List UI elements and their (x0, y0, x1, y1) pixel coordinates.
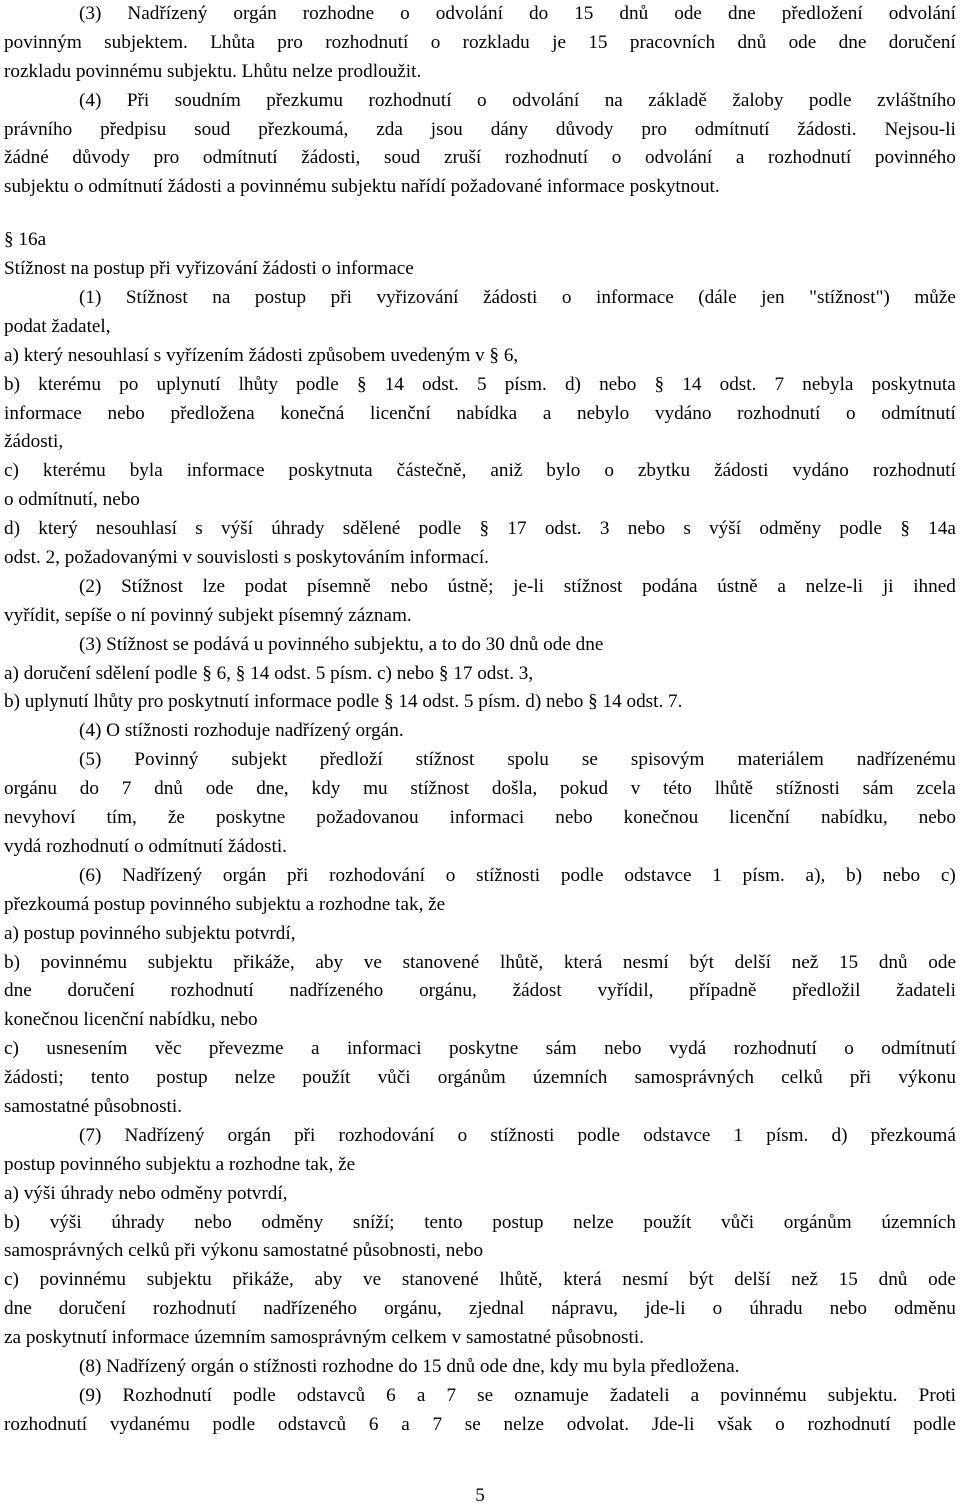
text-line: (2) Stížnost lze podat písemně nebo ústně; je-li stížnost podána ústně a nelze-li ji ihned (79, 575, 956, 597)
text-line: dne doručení rozhodnutí nadřízeného orgánu, zjednal nápravu, jde-li o úhradu nebo odměnu (4, 1298, 956, 1320)
text-line: (7) Nadřízený orgán při rozhodování o stížnosti podle odstavce 1 písm. d) přezkoumá (79, 1124, 956, 1146)
text-line: rozhodnutí vydanému podle odstavců 6 a 7 se nelze odvolat. Jde-li však o rozhodnutí podle (4, 1413, 956, 1435)
text-line: b) výši úhrady nebo odměny sníží; tento postup nelze použít vůči orgánům územních (4, 1211, 956, 1233)
text-line: subjektu o odmítnutí žádosti a povinnému subjektu nařídí požadované informace poskytnout. (4, 176, 720, 198)
text-line: (4) O stížnosti rozhoduje nadřízený orgán. (79, 720, 404, 742)
text-line: b) uplynutí lhůty pro poskytnutí informace podle § 14 odst. 5 písm. d) nebo § 14 odst. 7. (4, 691, 683, 713)
paragraph-gap (4, 202, 956, 224)
text-line: samosprávných celků při výkonu samostatné působnosti, nebo (4, 1240, 484, 1262)
text-line: b) povinnému subjektu přikáže, aby ve stanovené lhůtě, která nesmí být delší než 15 dnů ode (4, 951, 956, 973)
text-line: konečnou licenční nabídku, nebo (4, 1009, 258, 1031)
text-line: žádosti, (4, 431, 64, 453)
text-line: vydá rozhodnutí o odmítnutí žádosti. (4, 835, 287, 857)
document-body (4, 0, 956, 1440)
text-line: a) doručení sdělení podle § 6, § 14 odst. 5 písm. c) nebo § 17 odst. 3, (4, 662, 534, 684)
text-line: Stížnost na postup při vyřizování žádosti o informace (4, 258, 414, 280)
text-line: (1) Stížnost na postup při vyřizování žádosti o informace (dále jen "stížnost") může (79, 287, 956, 309)
text-line: d) který nesouhlasí s výší úhrady sdělené podle § 17 odst. 3 nebo s výší odměny podle § 14a (4, 518, 956, 540)
text-line: rozkladu povinnému subjektu. Lhůtu nelze prodloužit. (4, 60, 422, 82)
document-page (4, 0, 956, 1440)
section-heading: § 16a (4, 229, 47, 251)
page-number: 5 (475, 1485, 485, 1506)
text-line: c) povinnému subjektu přikáže, aby ve stanovené lhůtě, která nesmí být delší než 15 dnů ode (4, 1269, 956, 1291)
text-line: c) usnesením věc převezme a informaci poskytne sám nebo vydá rozhodnutí o odmítnutí (4, 1038, 956, 1060)
text-line: přezkoumá postup povinného subjektu a rozhodne tak, že (4, 893, 446, 915)
text-line: za poskytnutí informace územním samosprávným celkem v samostatné působnosti. (4, 1327, 644, 1349)
text-line: c) kterému byla informace poskytnuta částečně, aniž bylo o zbytku žádosti vydáno rozhodnutí (4, 460, 956, 482)
text-line: (3) Stížnost se podává u povinného subjektu, a to do 30 dnů ode dne (79, 633, 604, 655)
text-line: samostatné působnosti. (4, 1095, 183, 1117)
text-line: povinným subjektem. Lhůta pro rozhodnutí o rozkladu je 15 pracovních dnů ode dne doručení (4, 31, 956, 53)
text-line: žádosti; tento postup nelze použít vůči orgánům územních samosprávných celků při výkonu (4, 1067, 956, 1089)
text-line: právního předpisu soud přezkoumá, zda jsou dány důvody pro odmítnutí žádosti. Nejsou-li (4, 118, 956, 140)
text-line: orgánu do 7 dnů ode dne, kdy mu stížnost došla, pokud v této lhůtě stížnosti sám zcela (4, 778, 956, 800)
text-line: informace nebo předložena konečná licenční nabídka a nebylo vydáno rozhodnutí o odmítnutí (4, 402, 956, 424)
text-line: b) kterému po uplynutí lhůty podle § 14 odst. 5 písm. d) nebo § 14 odst. 7 nebyla poskytnuta (4, 373, 956, 395)
text-line: dne doručení rozhodnutí nadřízeného orgánu, žádost vyřídil, případně předložil žadateli (4, 980, 956, 1002)
text-line: (9) Rozhodnutí podle odstavců 6 a 7 se oznamuje žadateli a povinnému subjektu. Proti (79, 1384, 956, 1406)
text-line: a) výši úhrady nebo odměny potvrdí, (4, 1182, 288, 1204)
text-line: a) který nesouhlasí s vyřízením žádosti způsobem uvedeným v § 6, (4, 344, 519, 366)
text-line: nevyhoví tím, že poskytne požadovanou informaci nebo konečnou licenční nabídku, nebo (4, 807, 956, 829)
text-line: vyřídit, sepíše o ní povinný subjekt písemný záznam. (4, 604, 412, 626)
text-line: (3) Nadřízený orgán rozhodne o odvolání do 15 dnů ode dne předložení odvolání (79, 3, 956, 24)
text-line: o odmítnutí, nebo (4, 489, 140, 511)
text-line: (5) Povinný subjekt předloží stížnost spolu se spisovým materiálem nadřízenému (79, 749, 956, 771)
text-line: (8) Nadřízený orgán o stížnosti rozhodne do 15 dnů ode dne, kdy mu byla předložena. (79, 1355, 740, 1377)
text-line: a) postup povinného subjektu potvrdí, (4, 922, 296, 944)
text-line: odst. 2, požadovanými v souvislosti s poskytováním informací. (4, 547, 489, 569)
text-line: žádné důvody pro odmítnutí žádosti, soud zruší rozhodnutí o odvolání a rozhodnutí povinného (4, 147, 956, 169)
text-line: (4) Při soudním přezkumu rozhodnutí o odvolání na základě žaloby podle zvláštního (79, 89, 956, 111)
text-line: (6) Nadřízený orgán při rozhodování o stížnosti podle odstavce 1 písm. a), b) nebo c) (79, 864, 956, 886)
text-line: podat žadatel, (4, 315, 111, 337)
text-line: postup povinného subjektu a rozhodne tak, že (4, 1153, 356, 1175)
